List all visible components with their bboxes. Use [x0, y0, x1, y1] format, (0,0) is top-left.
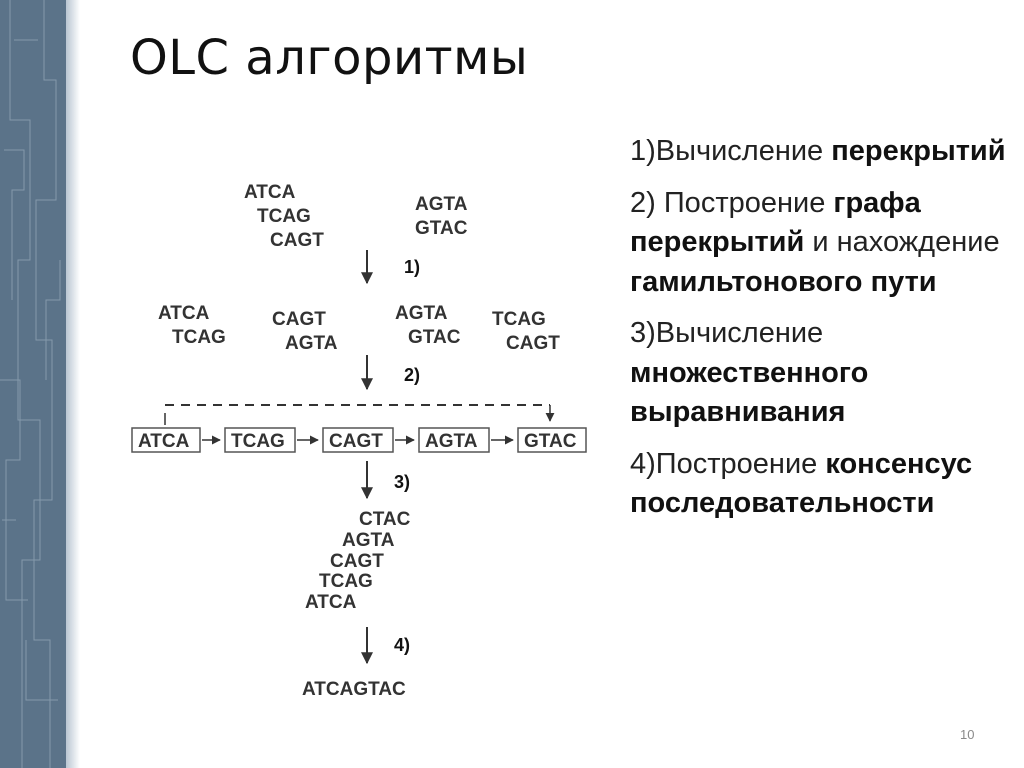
slide-title: OLC алгоритмы: [130, 30, 529, 86]
step-text: 3)Вычисление: [630, 317, 824, 349]
step-text: 1)Вычисление: [630, 135, 832, 167]
step-keyword: консенсус последовательности: [630, 447, 973, 519]
layout-read: CTAC: [359, 509, 411, 530]
consensus-sequence: ATCAGTAC: [302, 679, 406, 700]
steps-list: [630, 132, 1015, 536]
step-item: [630, 132, 1015, 172]
overlap-read: TCAG: [492, 309, 546, 330]
path-node-label: ATCA: [138, 431, 190, 452]
overlap-read: AGTA: [285, 333, 338, 354]
olc-diagram: [92, 165, 612, 715]
input-read: AGTA: [415, 194, 468, 215]
step-keyword: графа перекрытий: [630, 186, 921, 258]
step-text: 4)Построение: [630, 447, 826, 480]
input-read: TCAG: [257, 206, 311, 227]
path-node-label: CAGT: [329, 431, 383, 452]
circuit-pattern-icon: [0, 0, 66, 768]
step-label: 3): [394, 472, 411, 492]
decorative-side-band: [0, 0, 66, 768]
step-keyword: гамильтонового пути: [630, 265, 937, 298]
overlap-read: ATCA: [158, 303, 210, 324]
step-item: [630, 184, 1015, 303]
overlap-read: CAGT: [506, 333, 560, 354]
layout-read: AGTA: [342, 530, 395, 551]
step-text: 2) Построение: [630, 186, 834, 219]
overlap-read: CAGT: [272, 309, 326, 330]
path-node-label: TCAG: [231, 431, 285, 452]
olc-diagram-svg: [92, 165, 612, 715]
overlap-read: AGTA: [395, 303, 448, 324]
path-node-label: AGTA: [425, 431, 478, 452]
layout-read: TCAG: [319, 571, 373, 592]
step-item: [630, 445, 1015, 524]
layout-read: CAGT: [330, 551, 384, 572]
step-label: 4): [394, 635, 411, 655]
step-keyword: перекрытий: [831, 135, 1006, 167]
input-read: ATCA: [244, 182, 296, 203]
input-read: CAGT: [270, 230, 324, 251]
step-item: [630, 314, 1015, 433]
input-read: GTAC: [415, 218, 468, 239]
slide-number: 10: [960, 727, 975, 742]
overlap-read: GTAC: [408, 327, 461, 348]
step-keyword: множественного выравнивания: [630, 356, 869, 428]
path-node-label: GTAC: [524, 431, 577, 452]
step-text: и нахождение: [804, 226, 1000, 258]
side-band-gradient-edge: [66, 0, 80, 768]
step-label: 2): [404, 365, 421, 385]
step-label: 1): [404, 257, 421, 277]
layout-read: ATCA: [305, 592, 357, 613]
overlap-read: TCAG: [172, 327, 226, 348]
